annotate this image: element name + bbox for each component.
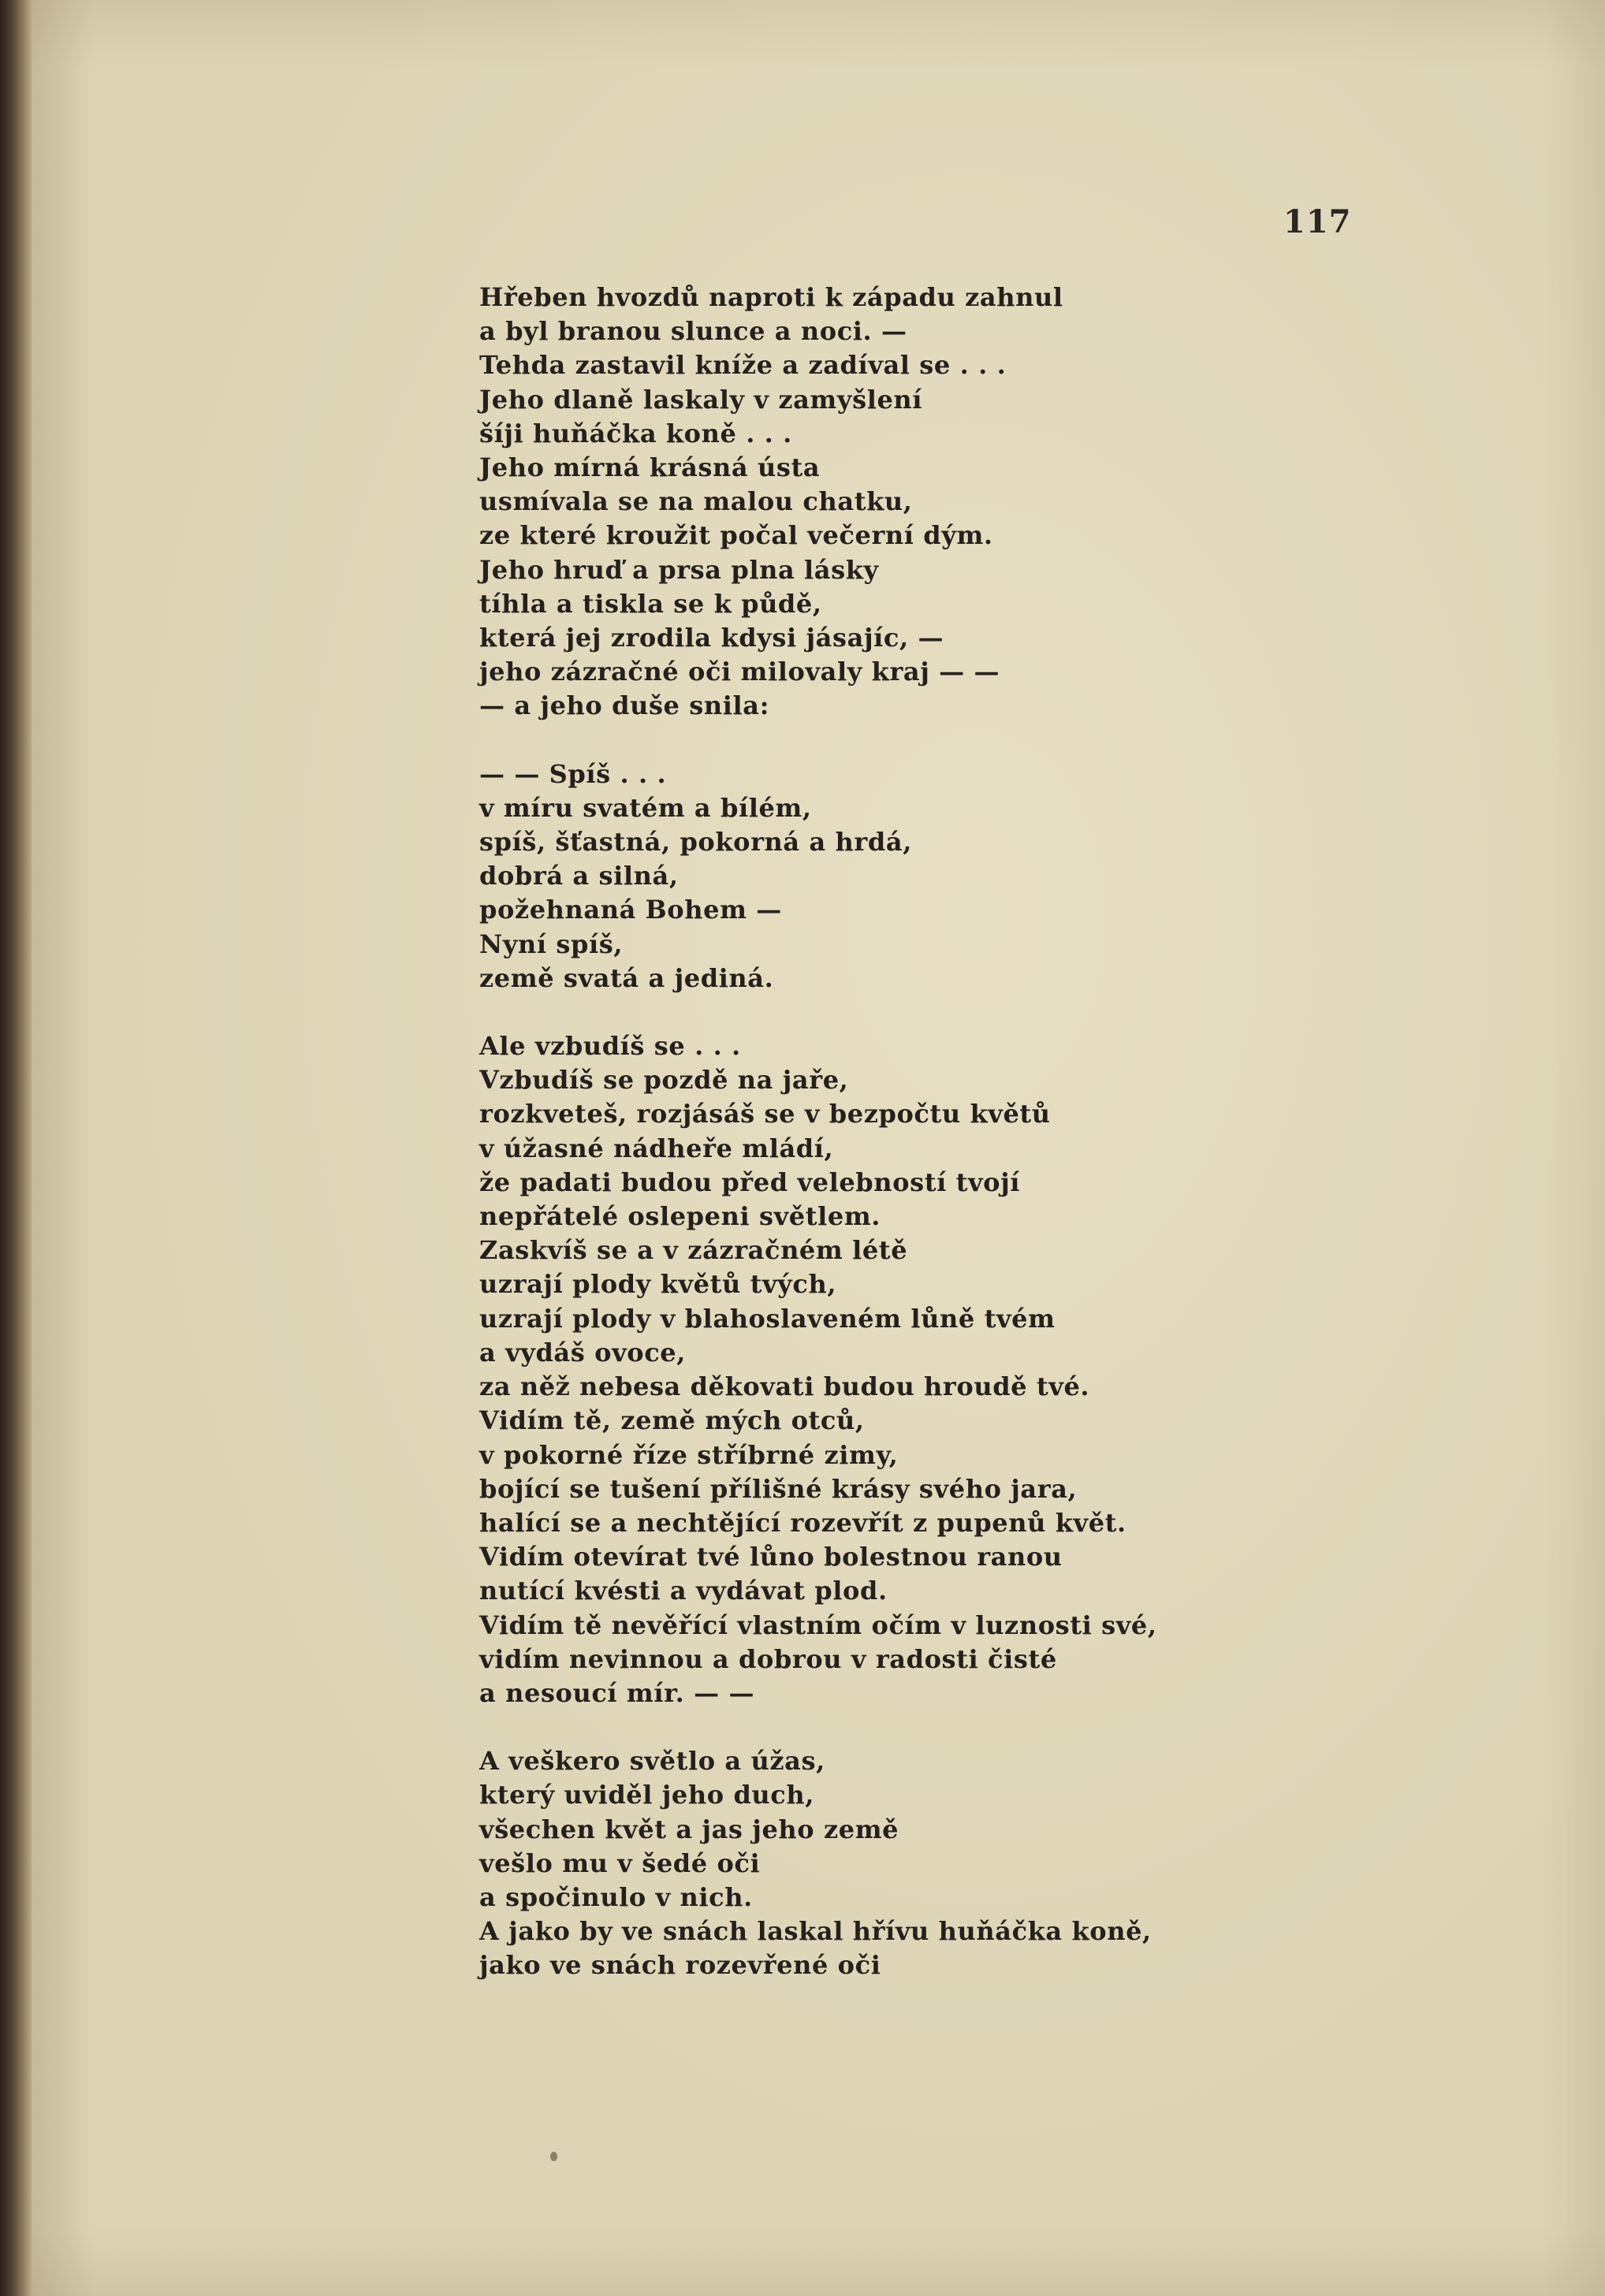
poem-line: Hřeben hvozdů naproti k západu zahnul bbox=[479, 282, 1063, 312]
poem-line: který uviděl jeho duch, bbox=[479, 1780, 814, 1810]
poem-line: uzrají plody květů tvých, bbox=[479, 1269, 837, 1300]
poem-line: všechen květ a jas jeho země bbox=[479, 1814, 899, 1844]
poem-line: Vidím tě nevěřící vlastním očím v luznosti své, bbox=[479, 1609, 1157, 1640]
poem-line: Jeho hruď a prsa plna lásky bbox=[479, 554, 879, 585]
poem-line: požehnaná Bohem — bbox=[479, 895, 782, 925]
poem-line: a nesoucí mír. — — bbox=[479, 1677, 755, 1708]
poem-line: jeho zázračné oči milovaly kraj — — bbox=[479, 657, 1000, 687]
poem-line: za něž nebesa děkovati budou hroudě tvé. bbox=[479, 1371, 1090, 1402]
poem-line: jako ve snách rozevřené oči bbox=[479, 1950, 881, 1981]
poem-line: Zaskvíš se a v zázračném létě bbox=[479, 1235, 908, 1266]
poem-line: vidím nevinnou a dobrou v radosti čisté bbox=[479, 1643, 1057, 1674]
poem-line: nepřátelé oslepeni světlem. bbox=[479, 1201, 881, 1232]
poem-line: Ale vzbudíš se . . . bbox=[479, 1031, 741, 1062]
poem-line: Nyní spíš, bbox=[479, 928, 624, 959]
poem-line: Jeho dlaně laskaly v zamyšlení bbox=[479, 384, 923, 415]
poem-line: — — Spíš . . . bbox=[479, 758, 667, 789]
poem-line: a vydáš ovoce, bbox=[479, 1337, 686, 1368]
poem-line: spíš, šťastná, pokorná a hrdá, bbox=[479, 827, 912, 858]
stanza-2 bbox=[479, 757, 1551, 995]
poem-line: nutící kvésti a vydávat plod. bbox=[479, 1576, 888, 1606]
poem-line: v pokorné říze stříbrné zimy, bbox=[479, 1439, 899, 1470]
poem-line: A veškero světlo a úžas, bbox=[479, 1746, 825, 1777]
poem-line: dobrá a silná, bbox=[479, 861, 679, 891]
poem-line: A jako by ve snách laskal hřívu huňáčka koně, bbox=[479, 1916, 1152, 1947]
poem-line: že padati budou před velebností tvojí bbox=[479, 1167, 1021, 1197]
poem-line: rozkveteš, rozjásáš se v bezpočtu květů bbox=[479, 1099, 1051, 1129]
poem-line: bojící se tušení přílišné krásy svého jara, bbox=[479, 1473, 1078, 1504]
stanza-1 bbox=[479, 281, 1551, 724]
poem-line: ze které kroužit počal večerní dým. bbox=[479, 520, 993, 551]
poem-line: Vzbudíš se pozdě na jaře, bbox=[479, 1065, 849, 1096]
poem-line: Vidím otevírat tvé lůno bolestnou ranou bbox=[479, 1542, 1063, 1572]
poem-line: a spočinulo v nich. bbox=[479, 1881, 753, 1912]
poem-line: Tehda zastavil kníže a zadíval se . . . bbox=[479, 350, 1007, 381]
poem-line: uzrají plody v blahoslaveném lůně tvém bbox=[479, 1303, 1056, 1334]
stanza-4 bbox=[479, 1744, 1551, 1982]
book-page bbox=[32, 0, 1605, 2296]
poem-line: — a jeho duše snila: bbox=[479, 690, 769, 721]
poem-text bbox=[479, 281, 1551, 1983]
book-spine-edge bbox=[0, 0, 35, 2296]
stanza-3 bbox=[479, 1029, 1551, 1710]
poem-line: v míru svatém a bílém, bbox=[479, 792, 812, 823]
poem-line: Vidím tě, země mých otců, bbox=[479, 1405, 865, 1436]
poem-line: vešlo mu v šedé oči bbox=[479, 1848, 761, 1878]
paper-speck bbox=[550, 2152, 557, 2161]
poem-line: šíji huňáčka koně . . . bbox=[479, 418, 792, 448]
poem-line: v úžasné nádheře mládí, bbox=[479, 1133, 834, 1163]
page-number: 117 bbox=[1283, 203, 1352, 240]
poem-line: Jeho mírná krásná ústa bbox=[479, 452, 821, 483]
poem-line: která jej zrodila kdysi jásajíc, — bbox=[479, 623, 944, 653]
poem-line: tíhla a tiskla se k půdě, bbox=[479, 588, 822, 619]
poem-line: země svatá a jediná. bbox=[479, 962, 774, 993]
poem-line: halící se a nechtějící rozevřít z pupenů květ. bbox=[479, 1507, 1126, 1538]
poem-line: usmívala se na malou chatku, bbox=[479, 486, 913, 517]
poem-line: a byl branou slunce a noci. — bbox=[479, 316, 907, 347]
